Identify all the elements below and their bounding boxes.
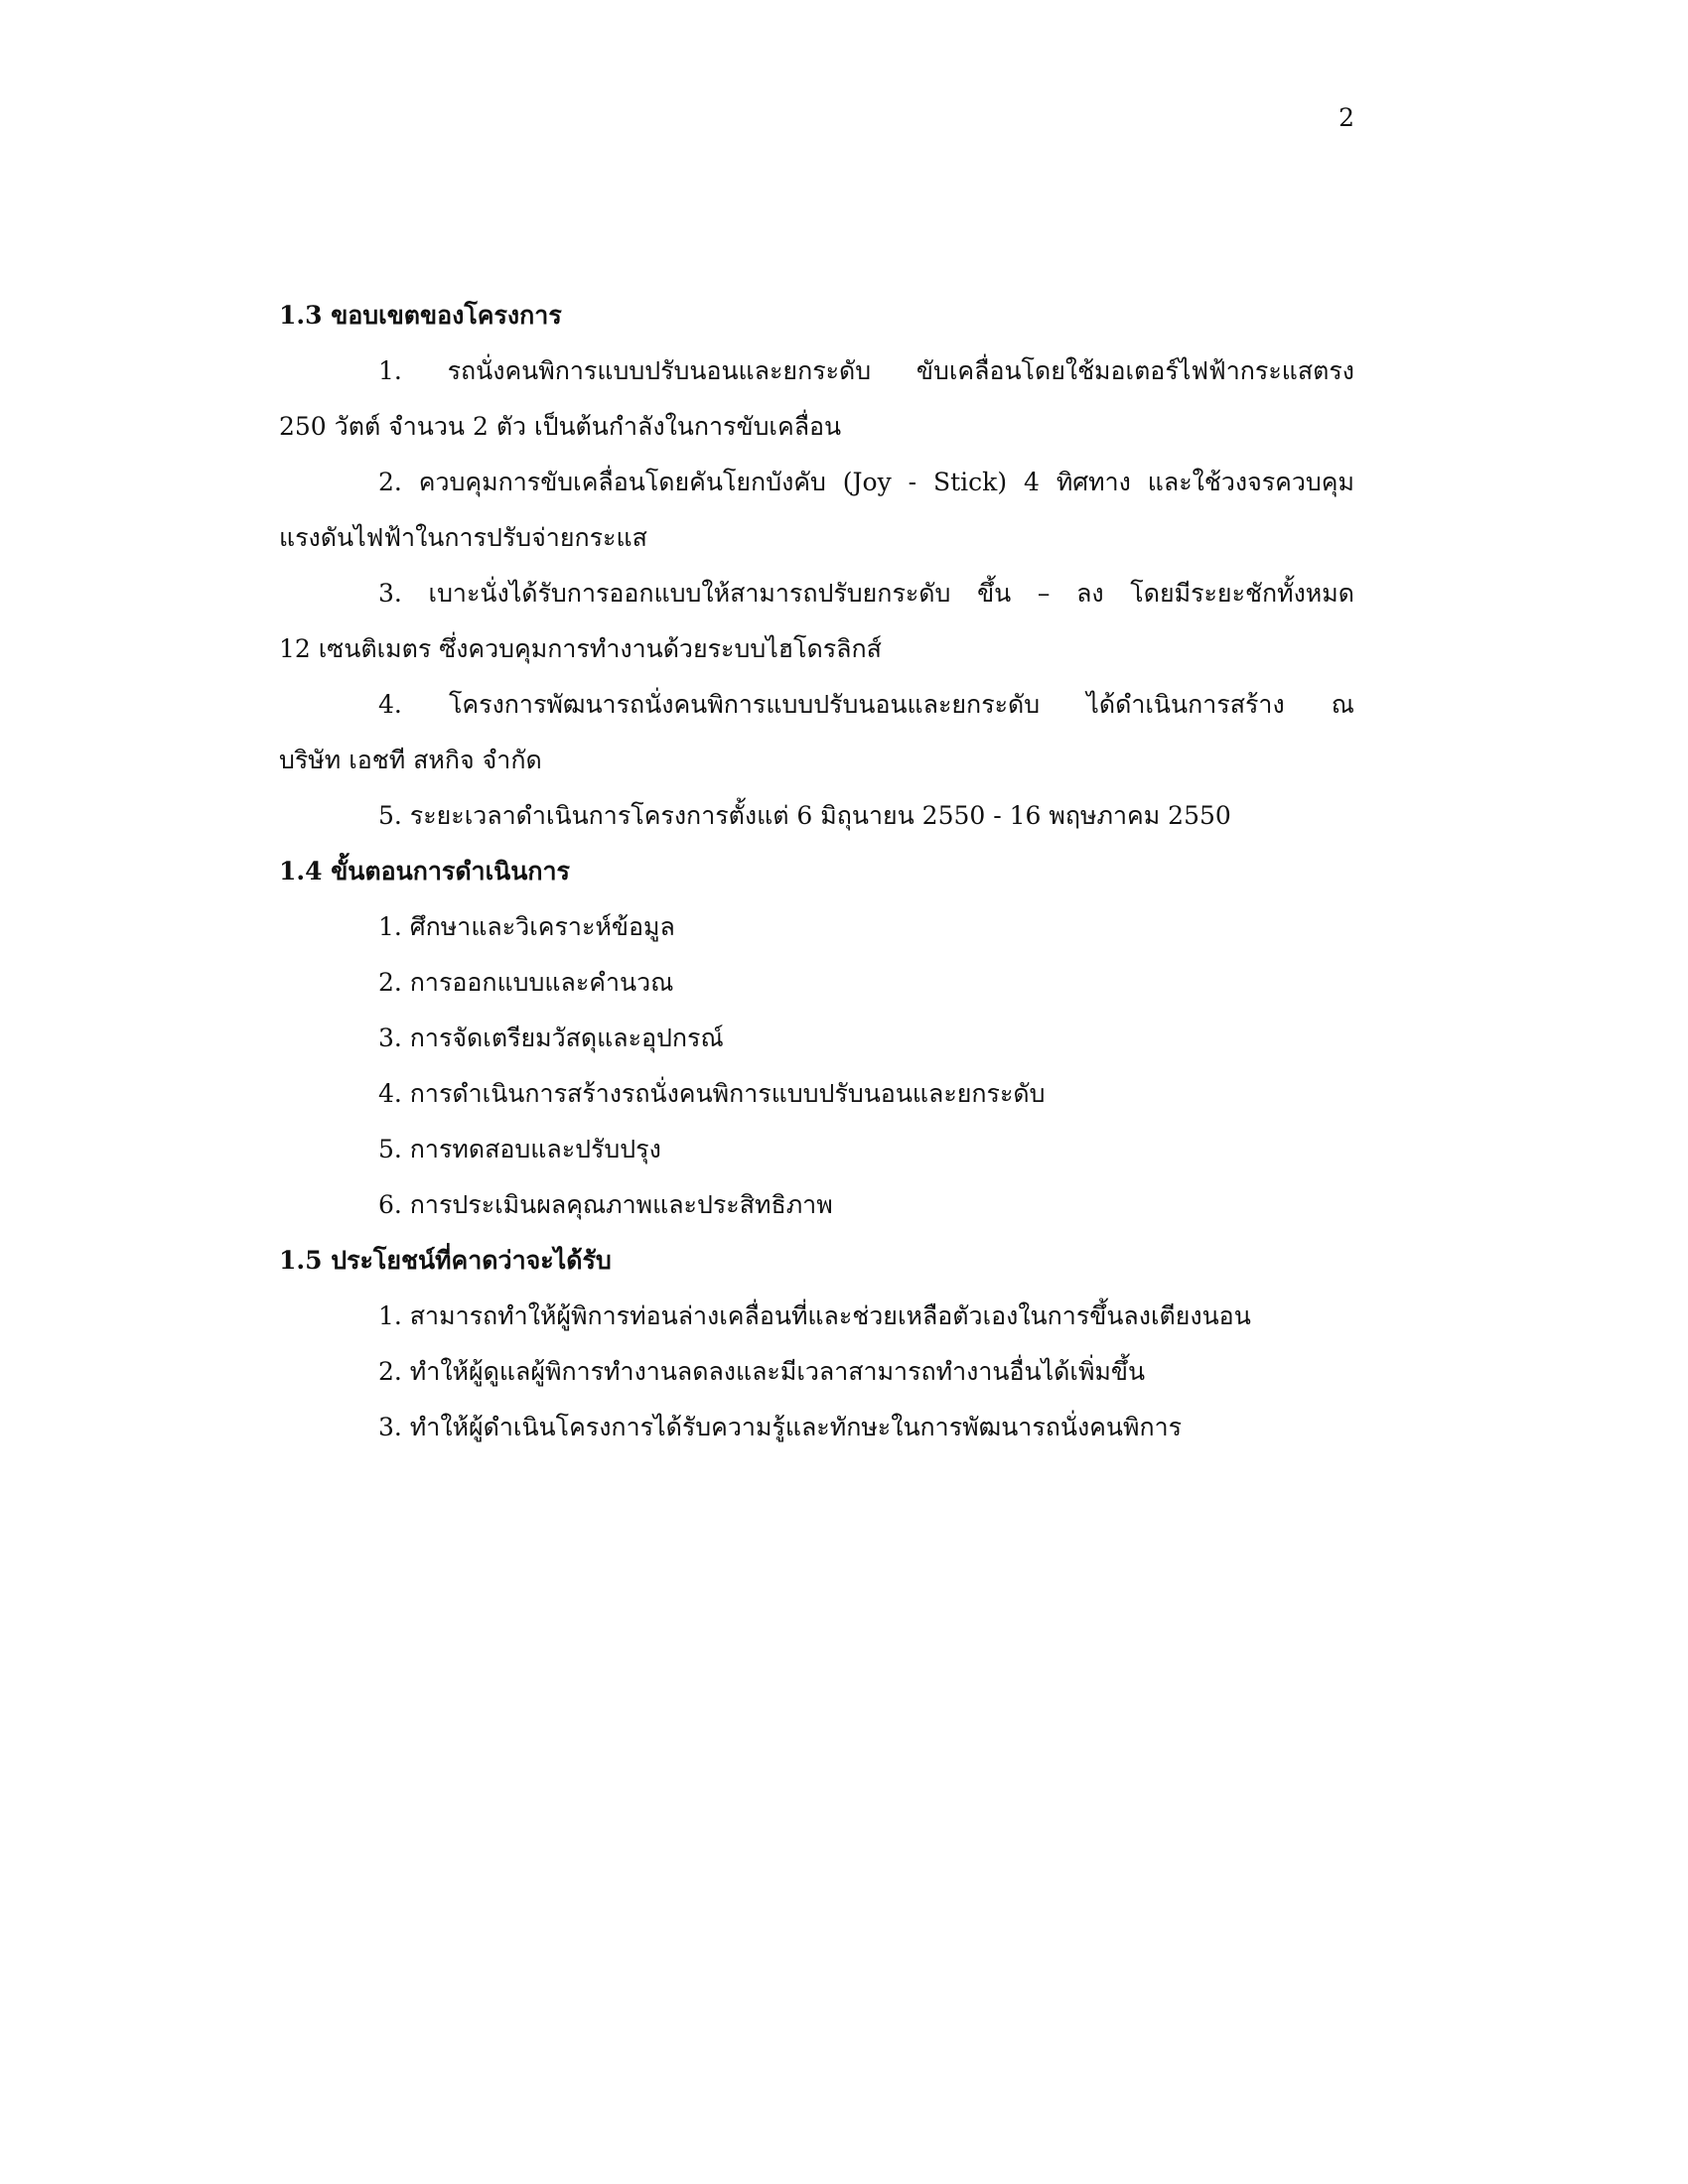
section-heading-scope: 1.3 ขอบเขตของโครงการ bbox=[279, 301, 562, 330]
procedure-item: 5. การทดสอบและปรับปรุง bbox=[378, 1135, 661, 1163]
section-heading-benefits: 1.5 ประโยชน์ที่คาดว่าจะได้รับ bbox=[279, 1246, 612, 1275]
procedure-item: 4. การดำเนินการสร้างรถนั่งคนพิการแบบปรับนอนและยกระดับ bbox=[378, 1079, 1046, 1108]
procedure-item: 1. ศึกษาและวิเคราะห์ข้อมูล bbox=[378, 912, 675, 941]
scope-item-4-line-2: บริษัท เอชที สหกิจ จำกัด bbox=[279, 746, 542, 774]
page-number: 2 bbox=[1338, 103, 1354, 132]
scope-item-4-line-1: 4. โครงการพัฒนารถนั่งคนพิการแบบปรับนอนและยกระดับ ได้ดำเนินการสร้าง ณ bbox=[378, 690, 1354, 719]
scope-item-3-line-1: 3. เบาะนั่งได้รับการออกแบบให้สามารถปรับยกระดับ ขึ้น – ลง โดยมีระยะชักทั้งหมด bbox=[378, 579, 1354, 608]
scope-item-5: 5. ระยะเวลาดำเนินการโครงการตั้งแต่ 6 มิถุนายน 2550 - 16 พฤษภาคม 2550 bbox=[378, 801, 1231, 830]
benefit-item: 3. ทำให้ผู้ดำเนินโครงการได้รับความรู้และทักษะในการพัฒนารถนั่งคนพิการ bbox=[378, 1413, 1183, 1441]
scope-item-1-line-2: 250 วัตต์ จำนวน 2 ตัว เป็นต้นกำลังในการขับเคลื่อน bbox=[279, 412, 842, 441]
scope-item-2-line-2: แรงดันไฟฟ้าในการปรับจ่ายกระแส bbox=[279, 523, 647, 552]
section-heading-procedure: 1.4 ขั้นตอนการดำเนินการ bbox=[279, 857, 570, 886]
document-body bbox=[279, 288, 1354, 1455]
benefit-item: 2. ทำให้ผู้ดูแลผู้พิการทำงานลดลงและมีเวลาสามารถทำงานอื่นได้เพิ่มขึ้น bbox=[378, 1357, 1146, 1386]
procedure-item: 2. การออกแบบและคำนวณ bbox=[378, 968, 674, 997]
procedure-item: 3. การจัดเตรียมวัสดุและอุปกรณ์ bbox=[378, 1024, 724, 1052]
scope-item-1-line-1: 1. รถนั่งคนพิการแบบปรับนอนและยกระดับ ขับเคลื่อนโดยใช้มอเตอร์ไฟฟ้ากระแสตรง bbox=[378, 356, 1354, 385]
benefit-item: 1. สามารถทำให้ผู้พิการท่อนล่างเคลื่อนที่และช่วยเหลือตัวเองในการขึ้นลงเตียงนอน bbox=[378, 1301, 1251, 1330]
procedure-item: 6. การประเมินผลคุณภาพและประสิทธิภาพ bbox=[378, 1190, 833, 1219]
scope-item-2-line-1: 2. ควบคุมการขับเคลื่อนโดยคันโยกบังคับ (Joy - Stick) 4 ทิศทาง และใช้วงจรควบคุม bbox=[378, 468, 1354, 496]
scope-item-3-line-2: 12 เซนติเมตร ซึ่งควบคุมการทำงานด้วยระบบไฮโดรลิกส์ bbox=[279, 634, 882, 663]
